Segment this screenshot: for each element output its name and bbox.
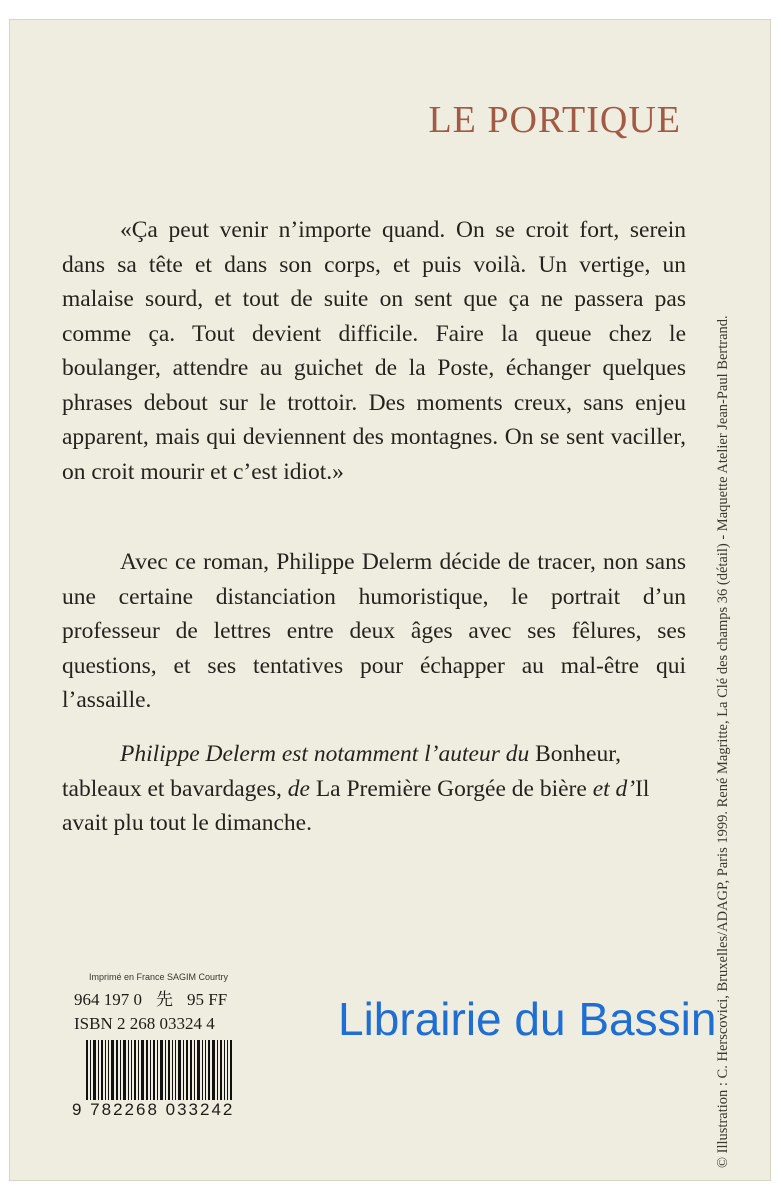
author-note-text-2: de <box>287 775 310 802</box>
book-title-bonheur: Bonheur, tableaux et bavardages, <box>62 741 621 802</box>
author-note-text-1: Philippe Delerm est notamment l’auteur du <box>120 741 530 767</box>
catalog-code: 964 197 0 <box>74 990 142 1009</box>
isbn: ISBN 2 268 03324 4 <box>74 1014 215 1033</box>
book-title: LE PORTIQUE <box>428 99 681 141</box>
publisher-logo-icon: 先 <box>156 990 173 1009</box>
imprint-line: Imprimé en France SAGIM Courtry <box>89 972 229 982</box>
book-title-il-avait-plu: Il avait plu tout le dimanche. <box>62 775 650 836</box>
author-note-text-3: et d’ <box>592 775 636 802</box>
price: 95 FF <box>187 990 228 1009</box>
book-title-premiere-gorgee: La Première Gorgée de bière <box>315 775 587 802</box>
barcode-number: 9 782268 033242 <box>72 1100 235 1119</box>
barcode <box>86 1040 256 1100</box>
author-note <box>62 737 686 841</box>
summary-paragraph: Avec ce roman, Philippe Delerm décide de tracer, non sans une certaine distanciation humoristique, le portrait d’un professeur de lettres entre deux âges avec ses fêlures, ses questions, et ses tentatives pour échapper au mal-être qui l’assaille. <box>62 549 686 713</box>
illustration-credit: © Illustration : C. Herscovici, Bruxelles/ADAGP, Paris 1999. René Magritte, La Clé des champs 36 (détail) - Maquette Atelier Jean-Paul Bertrand. <box>715 315 731 1168</box>
quote-paragraph: «Ça peut venir n’importe quand. On se croit fort, serein dans sa tête et dans son corps, et puis voilà. Un vertige, un malaise sourd, et tout de suite on sent que ça ne passera pas comme ça. Tout devient difficile. Faire la queue chez le boulanger, attendre au guichet de la Poste, échanger quelques phrases debout sur le trottoir. Des moments creux, sans enjeu apparent, mais qui deviennent des montagnes. On se sent vaciller, on croit mourir et c’est idiot.» <box>62 217 686 485</box>
product-codes <box>74 988 227 1036</box>
watermark: Librairie du Bassin <box>338 993 717 1045</box>
